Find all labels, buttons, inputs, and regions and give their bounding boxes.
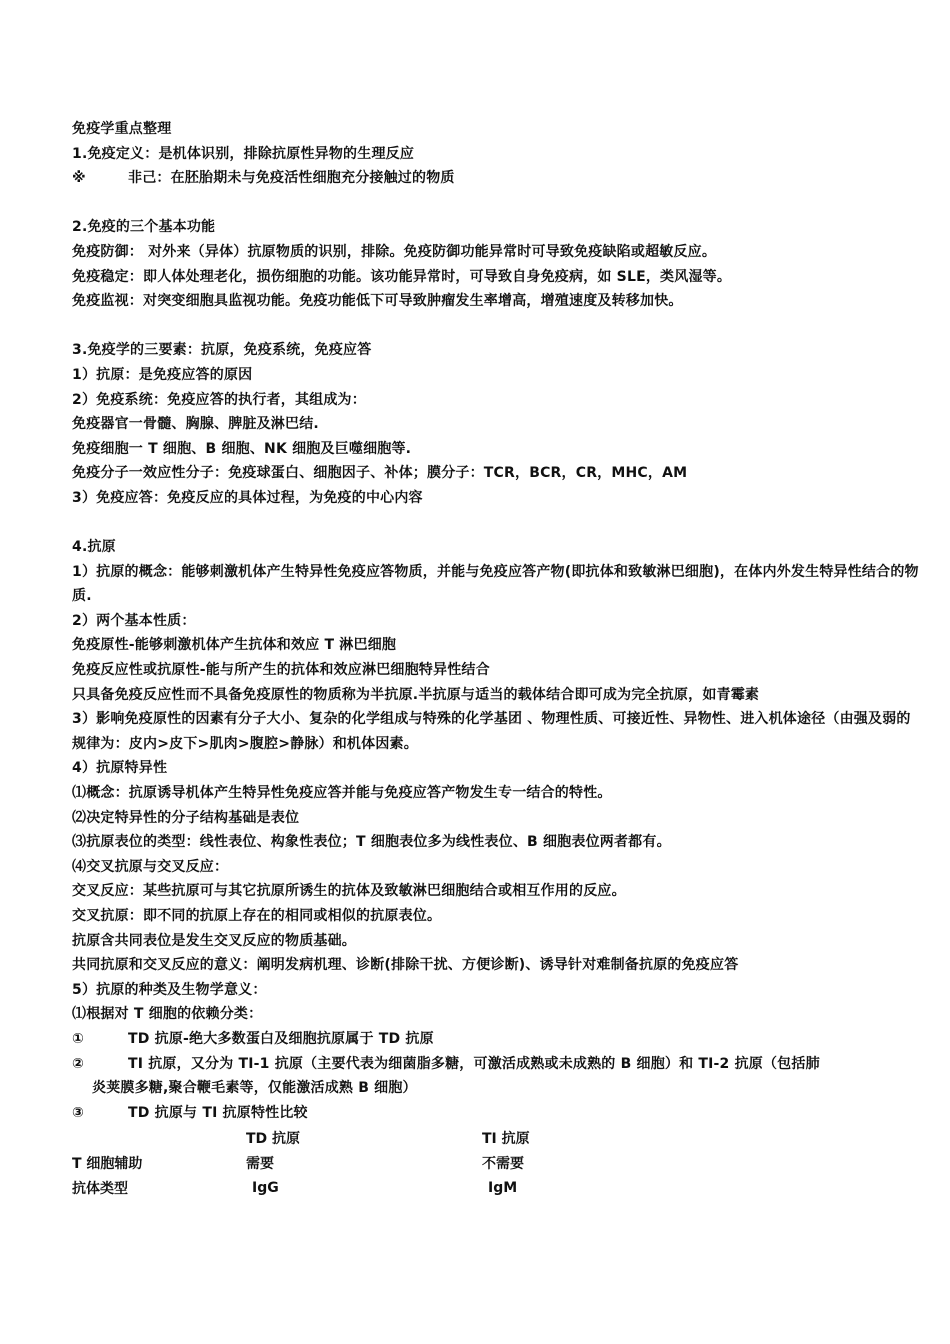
- table-cell: T 细胞辅助: [72, 1155, 143, 1172]
- circled-number-2: ②: [72, 1055, 85, 1072]
- table-cell: IgM: [488, 1179, 518, 1196]
- immunity-definition: 1.免疫定义：是机体识别，排除抗原性异物的生理反应: [72, 145, 415, 162]
- section-2-heading: 2.免疫的三个基本功能: [72, 219, 216, 236]
- basic-properties-heading: 2）两个基本性质：: [72, 612, 196, 629]
- immune-defense: 免疫防御： 对外来（异体）抗原物质的识别，排除。免疫防御功能异常时可导致免疫缺陷或超敏反应。: [72, 243, 717, 260]
- document-title: 免疫学重点整理: [72, 121, 172, 137]
- immune-surveillance: 免疫监视：对突变细胞具监视功能。免疫功能低下可导致肿瘤发生率增高，增殖速度及转移加快。: [72, 293, 683, 310]
- document-body: [72, 117, 924, 1200]
- epitope-types: ⑶抗原表位的类型：线性表位、构象性表位；T 细胞表位多为线性表位、B 细胞表位两者都有。: [72, 834, 671, 851]
- section-3-heading: 3.免疫学的三要素：抗原，免疫系统，免疫应答: [72, 342, 372, 359]
- list-item-td-antigen: [72, 1027, 924, 1052]
- immune-response-item: 3）免疫应答：免疫反应的具体过程，为免疫的中心内容: [72, 489, 423, 506]
- non-self-note-text: 非己：在胚胎期未与免疫活性细胞充分接触过的物质: [128, 170, 455, 187]
- table-cell: IgG: [252, 1179, 279, 1196]
- ti-antigen-text: TI 抗原，又分为 TI-1 抗原（主要代表为细菌脂多糖，可激活成熟或未成熟的 B 细胞）和 TI-2 抗原（包括肺: [128, 1055, 820, 1072]
- immune-organs: 免疫器官一骨髓、胸腺、脾脏及淋巴结.: [72, 416, 319, 433]
- specificity-heading: 4）抗原特异性: [72, 760, 168, 777]
- specificity-basis: ⑵决定特异性的分子结构基础是表位: [72, 809, 300, 826]
- table-header-cell: TD 抗原: [246, 1130, 301, 1147]
- spacer: [72, 191, 924, 216]
- hapten-note: 只具备免疫反应性而不具备免疫原性的物质称为半抗原.半抗原与适当的载体结合即可成为完全抗原，如青霉素: [72, 686, 760, 703]
- specificity-concept: ⑴概念：抗原诱导机体产生特异性免疫应答并能与免疫应答产物发生专一结合的特性。: [72, 785, 612, 802]
- comparison-text: TD 抗原与 TI 抗原特性比较: [128, 1104, 308, 1121]
- cross-antigen: 交叉抗原：即不同的抗原上存在的相同或相似的抗原表位。: [72, 908, 442, 924]
- cross-reaction: 交叉反应：某些抗原可与其它抗原所诱生的抗体及致敏淋巴细胞结合或相互作用的反应。: [72, 883, 626, 900]
- circled-number-3: ③: [72, 1104, 85, 1121]
- cross-antigen-heading: ⑷交叉抗原与交叉反应：: [72, 858, 229, 875]
- immune-system-item: 2）免疫系统：免疫应答的执行者，其组成为：: [72, 391, 366, 408]
- cross-reaction-significance: 共同抗原和交叉反应的意义：阐明发病机理、诊断(排除干扰、方便诊断)、诱导针对难制备抗原的免疫应答: [72, 957, 739, 974]
- table-cell: 需要: [246, 1155, 274, 1172]
- td-antigen-text: TD 抗原-绝大多数蛋白及细胞抗原属于 TD 抗原: [128, 1030, 434, 1047]
- non-self-note: [72, 166, 924, 191]
- table-header-row: [72, 1125, 688, 1150]
- immunogenicity: 免疫原性-能够刺激机体产生抗体和效应 T 淋巴细胞: [72, 637, 397, 654]
- spacer: [72, 511, 924, 536]
- antigen-item: 1）抗原：是免疫应答的原因: [72, 366, 253, 383]
- immune-stability: 免疫稳定：即人体处理老化，损伤细胞的功能。该功能异常时，可导致自身免疫病，如 SLE，类风湿等。: [72, 268, 732, 285]
- table-cell: 不需要: [482, 1155, 524, 1172]
- section-4-heading: 4.抗原: [72, 539, 116, 556]
- table-cell: 抗体类型: [72, 1180, 128, 1197]
- ti-antigen-continuation: 炎荚膜多糖,聚合鞭毛素等，仅能激活成熟 B 细胞）: [92, 1080, 417, 1097]
- reference-mark: ※: [72, 170, 86, 187]
- list-item-ti-antigen: [72, 1052, 924, 1077]
- immunogenicity-factors: 3）影响免疫原性的因素有分子大小、复杂的化学组成与特殊的化学基团 、物理性质、可接近性、异物性、进入机体途径（由强及弱的规律为：皮内>皮下>肌肉>腹腔>静脉）和机体因素。: [72, 711, 911, 752]
- table-row: [72, 1150, 688, 1175]
- common-epitope: 抗原含共同表位是发生交叉反应的物质基础。: [72, 932, 356, 949]
- immunoreactivity: 免疫反应性或抗原性-能与所产生的抗体和效应淋巴细胞特异性结合: [72, 662, 490, 679]
- antigen-concept: 1）抗原的概念：能够刺激机体产生特异性免疫应答物质，并能与免疫应答产物(即抗体和致敏淋巴细胞)，在体内外发生特异性结合的物质.: [72, 563, 919, 605]
- td-ti-comparison-table: [72, 1125, 688, 1200]
- list-item-comparison: [72, 1101, 924, 1126]
- spacer: [72, 314, 924, 339]
- table-header-cell: TI 抗原: [482, 1130, 530, 1147]
- antigen-types-heading: 5）抗原的种类及生物学意义：: [72, 981, 267, 998]
- immune-cells: 免疫细胞一 T 细胞、B 细胞、NK 细胞及巨噬细胞等.: [72, 440, 412, 457]
- immune-molecules: 免疫分子一效应性分子：免疫球蛋白、细胞因子、补体；膜分子：TCR，BCR，CR，MHC，AM: [72, 465, 688, 482]
- circled-number-1: ①: [72, 1030, 85, 1047]
- table-row: [72, 1175, 688, 1200]
- t-cell-dependence-classification: ⑴根据对 T 细胞的依赖分类：: [72, 1006, 263, 1023]
- table-header-cell: [72, 1125, 246, 1150]
